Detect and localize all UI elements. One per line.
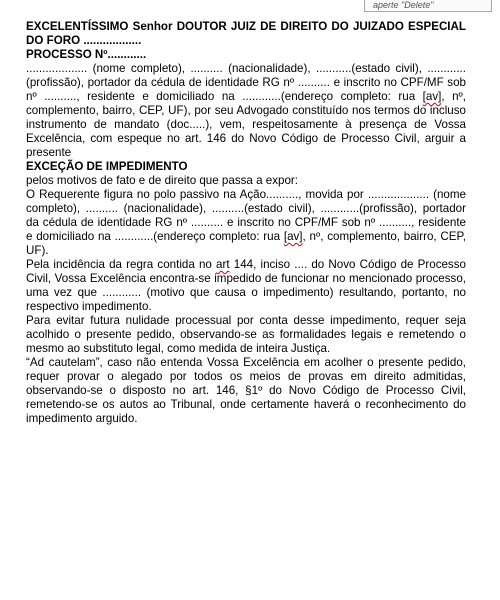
process-number: PROCESSO Nº............ — [26, 48, 147, 61]
court-header: EXCELENTÍSSIMO Senhor DOUTOR JUIZ DE DIREITO DO JUIZADO ESPECIAL DO FORO .................. — [26, 20, 466, 47]
parties-av-word: [av] — [283, 230, 303, 243]
section-title: EXCEÇÃO DE IMPEDIMENTO — [26, 160, 188, 173]
motive-line: pelos motivos de fato e de direito que passa a expor: — [26, 174, 298, 187]
document-body — [26, 20, 466, 426]
impediment-text-1: Pela incidência da regra contida no — [26, 258, 217, 271]
intro-paragraph — [26, 62, 466, 160]
paragraph-request: Para evitar futura nulidade processual por conta desse impedimento, requer seja acolhido o presente pedido, observando-se as formalidades legais e remetendo o mesmo ao substituto legal, como medida de inteira Justiça. — [26, 314, 466, 355]
impediment-text-2: 144, inciso .... do Novo Código de Processo Civil, Vossa Excelência encontra-se impedido de funcionar no mencionado processo, uma vez que ............ (motivo que causa o impedimento) resultando, portanto, no respectivo impedimento. — [26, 258, 466, 313]
paragraph-parties — [26, 188, 466, 258]
impediment-art-word: art — [216, 258, 230, 271]
parties-text-2: , nº, complemento, bairro, CEP, UF). — [26, 230, 466, 257]
delete-hint-tooltip: aperte "Delete" — [364, 0, 492, 12]
intro-text-1: ................... (nome completo), .......... (nacionalidade), ...........(estado civil), ............(profissão), portador da cédula de identidade RG nº .......... e inscrito no CPF/MF sob nº .........., residente e domiciliado na ............(endereço completo: rua — [26, 62, 466, 103]
paragraph-ad-cautelam: “Ad cautelam”, caso não entenda Vossa Excelência em acolher o presente pedido, requer provar o alegado por todos os meios de provas em direito admitidas, observando-se o disposto no art. 146, §1º do Novo Código de Processo Civil, remetendo-se os autos ao Tribunal, onde certamente haverá o reconhecimento do impedimento arguido. — [26, 356, 466, 425]
intro-av-word: [av] — [422, 90, 442, 103]
paragraph-impediment — [26, 258, 466, 314]
parties-text-1: O Requerente figura no polo passivo na Ação.........., movida por ................... (nome completo), .......... (nacionalidade), ..........(estado civil), ............(profissão), portador da cédula de identidade RG nº .......... e inscrito no CPF/MF sob nº .........., residente e domiciliado na ............(endereço completo: rua — [26, 188, 466, 243]
intro-text-2: , nº, complemento, bairro, CEP, UF), por seu Advogado constituído nos termos do incluso instrumento de mandato (doc.....), vem, respeitosamente à presença de Vossa Excelência, com espeque no art. 146 do Novo Código de Processo Civil, arguir a presente — [26, 90, 466, 159]
